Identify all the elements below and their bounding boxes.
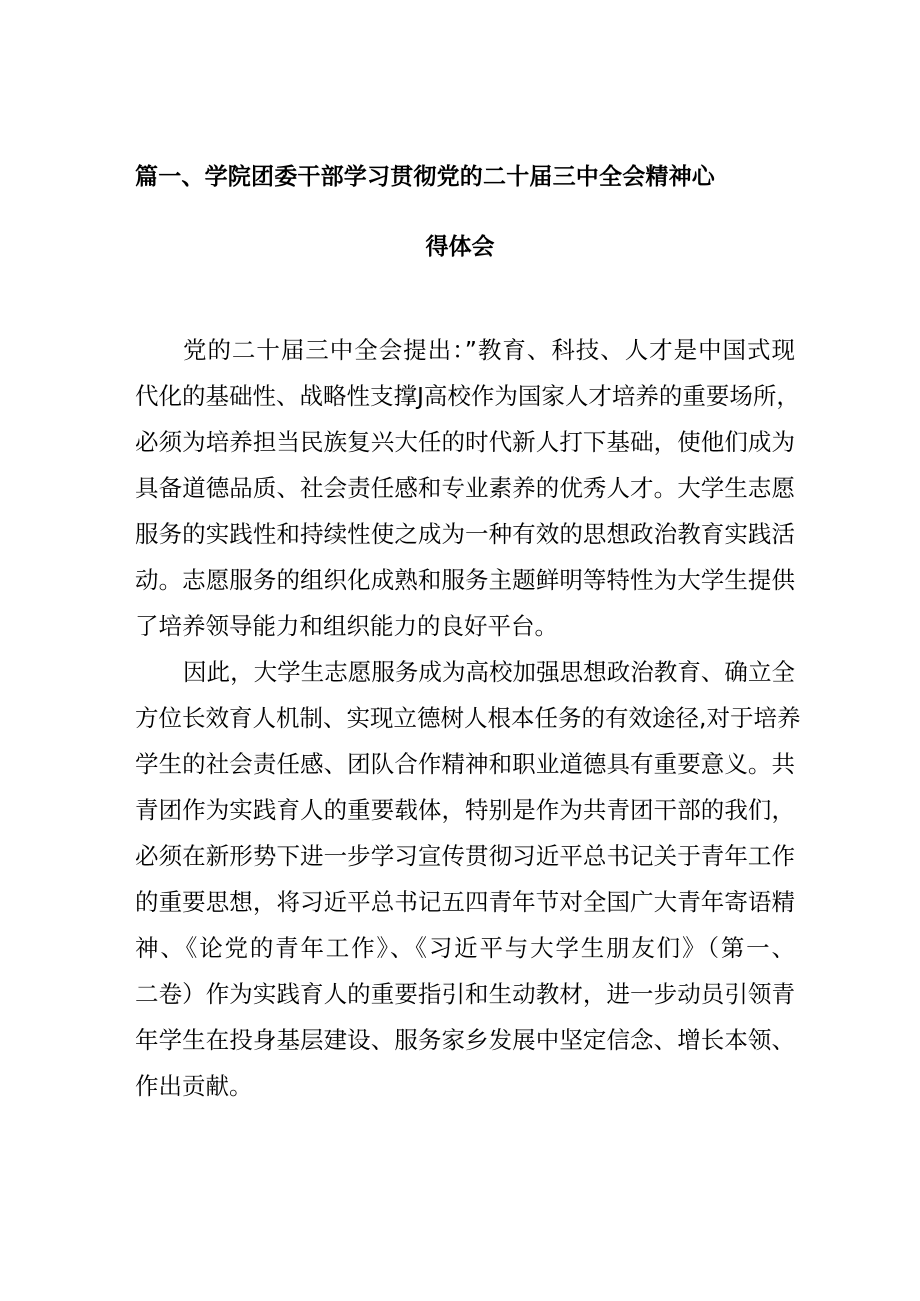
paragraph-line: 学生的社会责任感、团队合作精神和职业道德具有重要意义。共 (135, 750, 795, 778)
paragraph-line: 服务的实践性和持续性使之成为一种有效的思想政治教育实践活 (135, 520, 795, 548)
paragraph-line: 党的二十届三中全会提出：”教育、科技、人才是中国式现 (183, 336, 795, 364)
document-body (135, 327, 801, 1109)
paragraph-line: 作出贡献。 (135, 1072, 253, 1100)
paragraph-line: 神、《论党的青年工作》、《习近平与大学生朋友们》（第一、 (135, 934, 795, 962)
paragraph-line: 动。志愿服务的组织化成熟和服务主题鲜明等特性为大学生提供 (135, 566, 795, 594)
paragraph-line: 的重要思想，将习近平总书记五四青年节对全国广大青年寄语精 (135, 888, 795, 916)
paragraph-line: 了培养领导能力和组织能力的良好平台。 (135, 612, 558, 640)
paragraph-1 (135, 327, 800, 649)
document-title-line-2: 得体会 (425, 234, 495, 260)
paragraph-line: 二卷）作为实践育人的重要指引和生动教材，进一步动员引领青 (135, 980, 795, 1008)
paragraph-2 (135, 649, 801, 1109)
paragraph-line: 因此，大学生志愿服务成为高校加强思想政治教育、确立全 (183, 658, 795, 686)
paragraph-line: 年学生在投身基层建设、服务家乡发展中坚定信念、增长本领、 (135, 1026, 795, 1054)
paragraph-line: 必须在新形势下进一步学习宣传贯彻习近平总书记关于青年工作 (135, 842, 795, 870)
paragraph-line: 代化的基础性、战略性支撑J高校作为国家人才培养的重要场所， (135, 382, 800, 410)
paragraph-line: 青团作为实践育人的重要载体，特别是作为共青团干部的我们， (135, 796, 795, 824)
paragraph-line: 方位长效育人机制、实现立德树人根本任务的有效途径,对于培养 (135, 704, 801, 732)
document-title-line-1: 篇一、学院团委干部学习贯彻党的二十届三中全会精神心 (135, 164, 715, 190)
paragraph-line: 具备道德品质、社会责任感和专业素养的优秀人才。大学生志愿 (135, 474, 795, 502)
paragraph-line: 必须为培养担当民族复兴大任的时代新人打下基础，使他们成为 (135, 428, 795, 456)
